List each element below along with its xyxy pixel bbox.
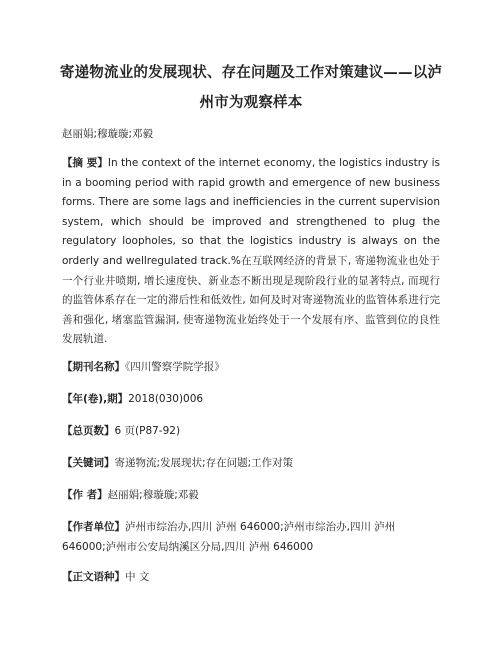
field-keywords: [62, 454, 440, 474]
field-value: 寄递物流;发展现状;存在问题;工作对策: [114, 457, 294, 469]
field-value: 《四川警察学院学报》: [125, 361, 225, 373]
field-language: [62, 568, 440, 588]
author-list: 赵丽娟;穆璇璇;邓毅: [62, 128, 154, 140]
field-journal: [62, 358, 440, 378]
field-value: 赵丽娟;穆璇璇;邓毅: [107, 489, 199, 501]
field-value: 2018(030)006: [128, 393, 204, 405]
field-value: 泸州市综治办,四川 泸州 646000;泸州市综治办,四川 泸州 646000;泸州市公安局纳溪区分局,四川 泸州 646000: [62, 521, 396, 553]
field-label: 【作者单位】: [62, 521, 125, 533]
paper-title: 寄递物流业的发展现状、存在问题及工作对策建议——以泸州市为观察样本: [59, 65, 443, 111]
field-label: 【作 者】: [62, 489, 108, 501]
abstract-label: 【摘 要】: [62, 157, 108, 169]
field-label: 【正文语种】: [62, 571, 125, 583]
field-label: 【关键词】: [62, 457, 115, 469]
abstract-chinese: 在互联网经济的背景下, 寄递物流业也处于一个行业井喷期, 增长速度快、新业态不断出现是现阶段行业的显著特点, 而现行的监管体系存在一定的滞后性和低效性, 如何及时对寄递物流业的监管体系进行完善和强化, 堵塞监管漏洞, 使寄递物流业始终处于一个发展有序、监管到位的良性发展轨道.: [62, 254, 440, 346]
field-label: 【期刊名称】: [62, 361, 125, 373]
abstract-english: In the context of the internet economy, the logistics industry is in a booming period with rapid growth and emergence of new business forms. There are some lags and inefficiencies in the current supervision system, which should be improved and strengthened to plug the regulatory loopholes, so that the logistics industry is always on the orderly and wellregulated track.%: [62, 157, 441, 267]
field-label: 【年(卷),期】: [62, 393, 129, 405]
field-volume: [62, 390, 440, 410]
field-value: 6 页(P87-92): [114, 425, 181, 437]
field-affiliation: [62, 518, 440, 557]
field-pages: [62, 422, 440, 442]
field-label: 【总页数】: [62, 425, 115, 437]
abstract-section: [62, 154, 440, 350]
field-authors: [62, 486, 440, 506]
field-value: 中 文: [125, 571, 150, 583]
